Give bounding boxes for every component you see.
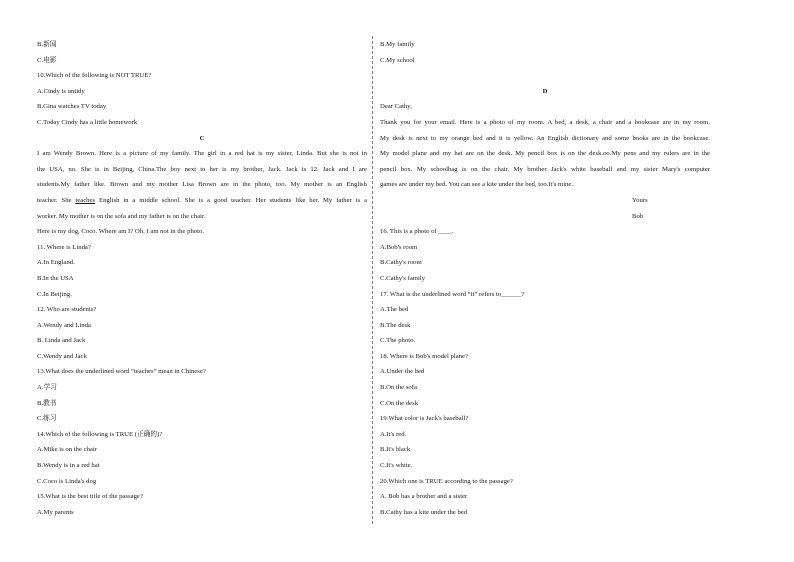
passage-c-line: worker. My mother is on the sofa and my father is on the chair.	[37, 212, 206, 220]
left-column	[37, 37, 367, 520]
text-line: B.新闻	[37, 41, 57, 48]
option: B.教书	[37, 399, 57, 407]
option: C.On the desk	[380, 399, 419, 407]
option: B.Cathy has a kite under the bed	[380, 508, 468, 516]
option: A.Wendy and Linda	[37, 321, 91, 329]
question-19: 19.What color is Jack's baseball?	[380, 415, 469, 423]
question-18: 18. Where is Bob's model plane?	[380, 352, 468, 360]
letter-line: Thank you for your email. Here is a photo of my room. A bed, a desk, a chair and a bookcase are in my room.	[380, 118, 710, 126]
letter-signature: Bob	[632, 212, 644, 220]
option: C.In Beijing.	[37, 290, 72, 298]
letter-line: My model plane and my hat are on the desk. My pencil box is on the desk.oo.My pens and my rulers are in the	[380, 150, 710, 158]
question-20: 20.Which one is TRUE according to the passage?	[380, 477, 513, 485]
passage-c-line: students.My father like. Brown and my mother Lisa Brown are in the photo, too. My mother is an English	[37, 181, 367, 189]
question-10: 10.Which of the following is NOT TRUE?	[37, 72, 152, 80]
option: C.It's white.	[380, 462, 413, 470]
option: A.The bed	[380, 306, 409, 314]
option: C.My school	[380, 56, 415, 64]
option: C.Coco is Linda's dog	[37, 477, 97, 485]
option: C.Today Cindy has a little homework	[37, 118, 138, 126]
letter-line: pencil box. My schoolbag is on the chair. My brother Jack's white baseball and my sister Mary's computer	[380, 165, 710, 173]
question-16: 16. This is a photo of ____.	[380, 228, 454, 236]
spacer	[380, 68, 710, 84]
option: A.In England.	[37, 259, 75, 267]
option: B.Cathy's room	[380, 259, 422, 267]
option: B.It's black	[380, 446, 411, 454]
option: B. Linda and Jack	[37, 337, 86, 345]
option: C.练习	[37, 415, 57, 423]
question-13: 13.What does the underlined word “teaches” mean in Chinese?	[37, 368, 206, 376]
option: A.Mike is on the chair	[37, 446, 97, 454]
option: A.My parents	[37, 508, 74, 516]
option: A.学习	[37, 384, 57, 392]
question-12: 12. Who are students?	[37, 306, 97, 314]
right-column	[380, 37, 710, 520]
option: B.Wendy is in a red hat	[37, 462, 100, 470]
letter-line: My desk is next to my orange bed and it is yellow. An English dictionary and some books are in the bookcase.	[380, 134, 710, 142]
passage-c-line: Here is my dog, Coco. Where am I? Oh, I am not in the photo.	[37, 228, 205, 236]
letter-closing: Yours	[632, 196, 648, 204]
text-line: C.电影	[37, 56, 57, 64]
option: B.In the USA	[37, 274, 74, 282]
passage-c-teacher-line	[37, 193, 367, 209]
question-17: 17. What is the underlined word “it” refers to______?	[380, 290, 525, 298]
question-15: 15.What is the best title of the passage?	[37, 493, 143, 501]
section-c-heading: C	[199, 134, 205, 142]
option: C.The photo.	[380, 337, 416, 345]
question-11: 11. Where is Linda?	[37, 243, 91, 251]
option: B.On the sofa	[380, 384, 417, 392]
option: C.Cathy's family	[380, 274, 426, 282]
letter-salutation: Dear Cathy,	[380, 103, 412, 111]
option: A.Cindy is untidy	[37, 87, 85, 95]
question-14: 14.Which of the following is TRUE (正确的)?	[37, 430, 163, 438]
passage-text: teacher. She	[37, 196, 76, 204]
passage-c-line: I am Wendy Brown. Here is a picture of my family. The girl in a red hat is my sister, Linda. But she is not in	[37, 150, 367, 158]
option: A.Bob's room	[380, 243, 418, 251]
option: C.Wendy and Jack	[37, 352, 87, 360]
option: B.My family	[380, 41, 415, 48]
section-d-heading: D	[542, 87, 548, 95]
passage-text: English in a middle school. She is a good teacher. Her students like her. My father is a	[95, 196, 367, 204]
option: B.The desk	[380, 321, 411, 329]
passage-c-line: the USA, no. She is in Beijing, China.The boy next to her is my brother, Jack. Jack is 12. Jack and I are	[37, 165, 367, 173]
column-divider	[372, 36, 373, 524]
option: B.Gina watches TV today	[37, 103, 107, 111]
underlined-word-teaches: teaches	[75, 196, 96, 204]
option: A. Bob has a brother and a sister	[380, 493, 468, 501]
option: A.It's red.	[380, 430, 407, 438]
option: A.Under the bed	[380, 368, 425, 376]
letter-line: games are under my bed. You can see a kite under the bed, too.It's mine.	[380, 181, 574, 189]
